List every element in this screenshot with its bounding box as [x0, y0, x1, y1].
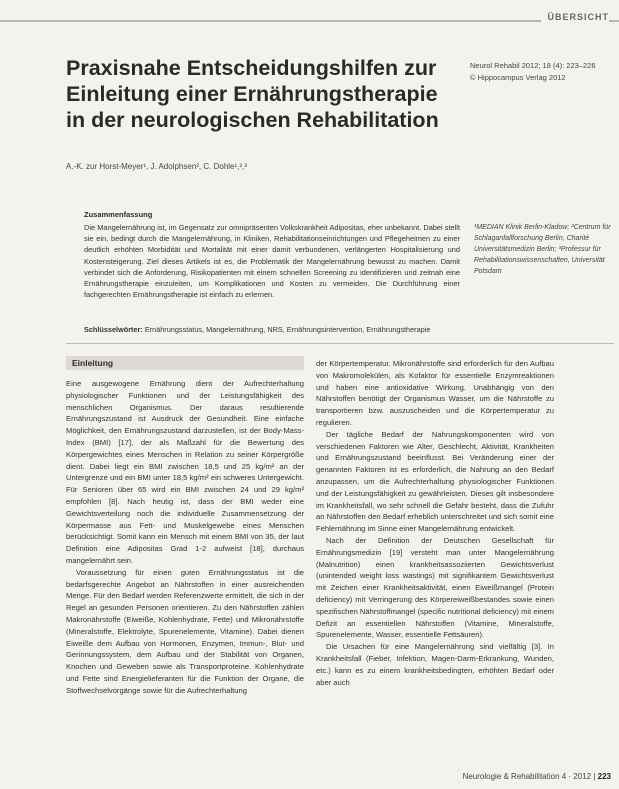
body-paragraph: Voraussetzung für einen guten Ernährungsstatus ist die bedarfsgerechte Angebot an Nährstoffen in einer ausreichenden Menge. Für den Bedarf werden Referenzwerte ermittelt, die sich in der Regel an gesunden Personen orientieren. Zu den Nährstoffen zählen Makronährstoffe (Eiweiße, Kohlenhydrate, Fette) und Mikronährstoffe (Mineralstoffe, Elektrolyte, Spurenelemente, Vitamine). Dabei dienen Eiweiße dem Aufbau von Hormonen, Enzymen, Immun-, Blut- und Gerinnungssystem, dem Aufbau und der Stabilität von Organen, Knochen und Geweben sowie als Transportproteine. Kohlenhydrate und Fette sind Energielieferanten für die Funktion der Organe, die Stoffwechselvorgänge sowie für die Aufrechterhaltung	[66, 567, 304, 695]
body-paragraph: Der tägliche Bedarf der Nahrungskomponenten wird von verschiedenen Faktoren wie Alter, Geschlecht, Aktivität, Krankheiten und Ernährungszustand beeinflusst. Bei Veränderung einer der genannten Faktoren ist es erforderlich, die Nahrung an den Bedarf anzupassen, um die Aufrechterhaltung physiologischer Funktionen und der Leistungsfähigkeit zu gewährleisten. Dieses gilt insbesondere im Krankheitsfall, wo sehr schnell die Gefahr besteht, dass die Zufuhr an Nährstoffen den Bedarf erheblich unterschreitet und sich somit eine Fehlernährung im Sinne einer Mangelernährung entwickelt.	[316, 429, 554, 534]
keywords-text: Ernährungsstatus, Mangelernährung, NRS, Ernährungsintervention, Ernährungstherapie	[142, 325, 431, 334]
abstract-text: Die Mangelernährung ist, im Gegensatz zur omnipräsenten Volkskrankheit Adipositas, eher unbekannt. Dabei stellt sie ein, bedingt durch die Mangelernährung, in Kliniken, Rehabilitationseinrichtungen und Pflegeheimen zu einer deutlich erhöhten Morbidität und Mortalität mit einer damit verbundenen, verlängerten Hospitalisierung und Kostensteigerung. Ziel dieses Artikels ist es, die Problematik der Mangelernährung bewusst zu machen. Damit verbindet sich die Anforderung, Risikopatienten mit einem schnellen Screening zu identifizieren und zeitnah eine Ernährungstherapie einzuleiten, um Komplikationen und Kosten zu vermeiden. Die Durchführung einer fachgerechten Ernährungstherapie ist einfach zu erlernen.	[84, 223, 460, 300]
citation: Neurol Rehabil 2012; 18 (4): 223–226	[470, 61, 596, 70]
body-paragraph: Die Ursachen für eine Mangelernährung sind vielfältig [3]. In Krankheitsfall (Fieber, Infektion, Magen-Darm-Erkrankung, Wunden, etc.) kann es zu einem krankheitsbedingten, erhöhten Bedarf oder aber auch	[316, 642, 554, 687]
section-heading: Einleitung	[72, 358, 114, 368]
footer-journal: Neurologie & Rehabilitation 4 · 2012	[462, 772, 592, 781]
page-footer	[463, 772, 611, 781]
article-title: Praxisnahe Entscheidungshilfen zur Einleitung einer Ernährungstherapie in der neurologischen Rehabilitation	[66, 56, 439, 132]
section-label: ÜBERSICHT	[541, 12, 609, 22]
keywords	[84, 325, 614, 334]
keywords-label: Schlüsselwörter:	[84, 325, 143, 334]
publisher: © Hippocampus Verlag 2012	[470, 73, 566, 82]
body-column-left	[66, 378, 304, 697]
citation-meta	[470, 60, 615, 84]
affiliations: ¹MEDIAN Klinik Berlin-Kladow; ²Centrum für Schlaganfallforschung Berlin, Charité Universitätsmedizin Berlin; ³Professur für Rehabilitationswissenschaften, Universität Potsdam	[474, 224, 611, 275]
header-rule	[0, 20, 619, 22]
authors: A.-K. zur Horst-Meyer¹, J. Adolphsen², C. Dohle¹,²,³	[66, 162, 247, 171]
page-number: 223	[597, 772, 611, 781]
body-paragraph: der Körpertemperatur. Mikronährstoffe sind erforderlich für den Aufbau von Makromolekülen, als Kofaktor für essentielle Enzymreaktionen und haben eine antioxidative Wirkung. Unabhängig von den Nährstoffen benötigt der Organismus Wasser, um die Nährstoffe zu transportieren bzw. auszuscheiden und die Körpertemperatur zu regulieren.	[316, 359, 554, 427]
body-column-right	[316, 358, 554, 688]
footer-separator: |	[591, 772, 598, 781]
abstract-heading: Zusammenfassung	[84, 210, 153, 219]
section-divider	[66, 343, 614, 344]
body-paragraph: Nach der Definition der Deutschen Gesellschaft für Ernährungsmedizin [19] versteht man unter Mangelernährung (Malnutrition) einen krankheitsassoziierten Gewichtsverlust (unintended weight loss wastings) mit signifikantem Gewichtsverlust mit Zeichen einer Krankheitsaktivität, einen Eiweißmangel (Protein deficiency) mit Verringerung des Körpereiweißbestandes sowie einen spezifischen Nährstoffmangel (specific nutritional deficiency) mit einem Defizit an essentiellen Nährstoffen (Vitamine, Mineralstoffe, Spurenelemente, Wasser, essentielle Fettsäuren).	[316, 535, 554, 640]
body-paragraph: Eine ausgewogene Ernährung dient der Aufrechterhaltung physiologischer Funktionen und der Leistungsfähigkeit des menschlichen Organismus. Der daraus resultierende Ernährungszustand ist Ausdruck der Gesundheit. Eine einfache Möglichkeit, den Ernährungszustand darzustellen, ist der Body-Mass-Index (BMI) [17], der als Maßzahl für die Bewertung des Körpergewichtes eines Menschen in Relation zu seiner Körpergröße dient. Dabei liegt ein BMI zwischen 18,5 und 25 kg/m² an der Untergrenze und ein BMI unter 18,5 kg/m² ein schweres Untergewicht. Für Senioren über 65 wird ein BMI zwischen 24 und 29 kg/m² empfohlen [8]. Nach heutig ist, dass der BMI weder eine Gewichtsverteilung noch die individuelle Zusammensetzung der Körpermasse aus Fett- und Muskelgewebe eines Menschen berücksichtigt. Somit kann ein Mensch mit einem BMI von 35, der laut Definition eine Adipositas Grad 1-2 aufweist [18], durchaus mangelernährt sein.	[66, 379, 304, 565]
